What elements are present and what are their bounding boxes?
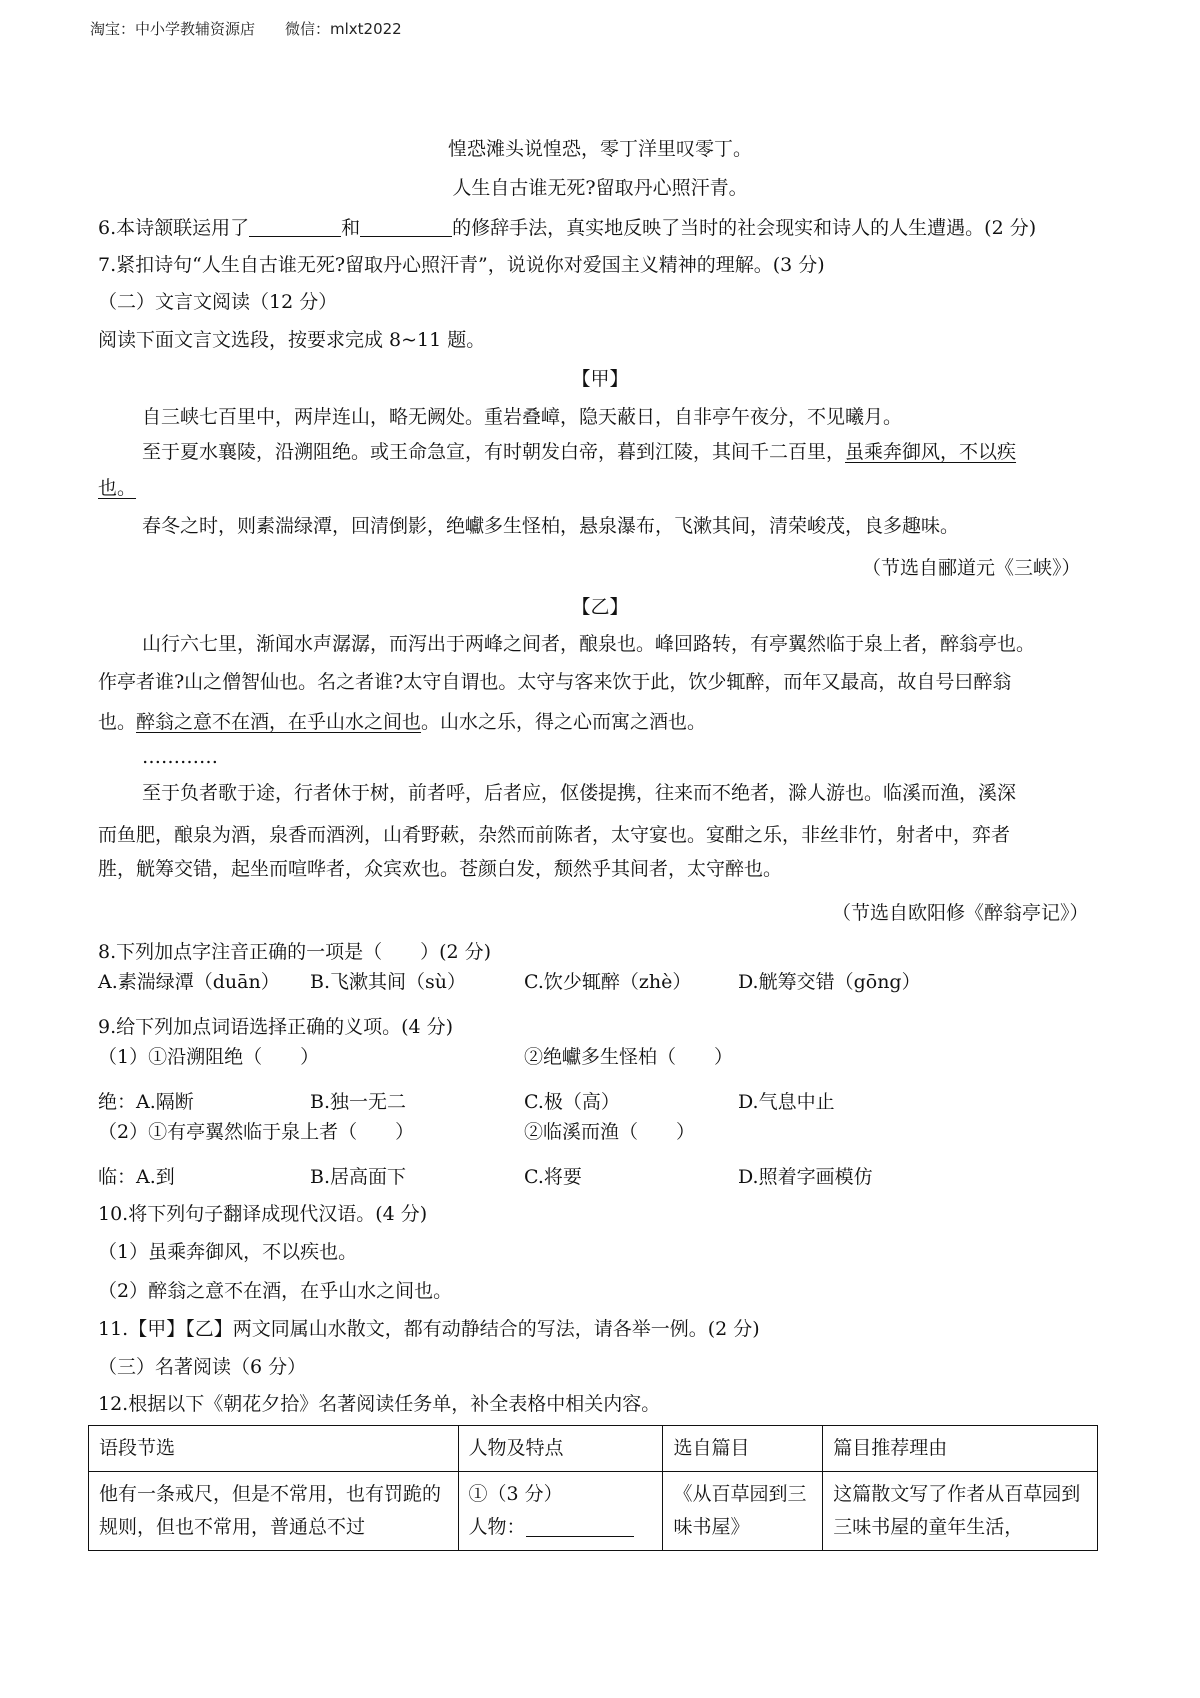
section-2-intro: 阅读下面文言文选段，按要求完成 8~11 题。 [98,329,486,351]
q6-blank-2[interactable] [360,218,452,237]
question-11: 11.【甲】【乙】两文同属山水散文，都有动静结合的写法，请各举一例。(2 分) [98,1318,760,1340]
character-blank[interactable] [526,1516,634,1537]
q8-option-b[interactable]: B.飞漱其间（sù） [310,971,466,993]
yi-underlined-sentence: 醉翁之意不在酒，在乎山水之间也 [136,711,422,733]
character-label: 人物： [468,1516,526,1538]
character-score-label: ①（3 分） [468,1483,563,1505]
q9-opt2-c: C.将要 [524,1166,582,1188]
yi-paragraph-5: 而鱼肥，酿泉为酒，泉香而酒洌，山肴野蔌，杂然而前陈者，太守宴也。宴酣之乐，非丝非竹，射者中，弈者 [98,824,1011,846]
q6-part-c: 的修辞手法，真实地反映了当时的社会现实和诗人的人生遭遇。(2 分) [452,217,1037,239]
q8-option-d[interactable]: D.觥筹交错（gōng） [738,971,921,993]
q9-opt2-b: B.居高面下 [310,1166,407,1188]
q9-item-2a: （2）①有亭翼然临于泉上者（ ） [98,1121,415,1143]
jia-paragraph-2 [142,440,1016,464]
q6-part-a: 6.本诗颔联运用了 [98,217,250,239]
chapter-cell: 《从百草园到三味书屋》 [663,1472,823,1551]
poem-line-1: 惶恐滩头说惶恐，零丁洋里叹零丁。 [447,138,752,160]
q9-opt2-a: 临：A.到 [98,1166,175,1188]
yi-ellipsis: ………… [142,746,218,768]
table-header-cell: 篇目推荐理由 [823,1426,1098,1472]
question-7: 7.紧扣诗句“人生自古谁无死?留取丹心照汗青”，说说你对爱国主义精神的理解。(3 分) [98,254,825,276]
q9-item-1a: （1）①沿溯阻绝（ ） [98,1046,320,1068]
jia-paragraph-3: 春冬之时，则素湍绿潭，回清倒影，绝巘多生怪柏，悬泉瀑布，飞漱其间，清荣峻茂，良多趣味。 [142,515,960,537]
section-2-title: （二）文言文阅读（12 分） [98,291,338,313]
jia-source: （节选自郦道元《三峡》） [862,557,1081,579]
yi-p3-start: 也。 [98,711,137,733]
table-header-cell: 语段节选 [89,1426,459,1472]
q6-part-b: 和 [341,217,361,239]
question-6 [98,216,1036,240]
q9-opt1-b: B.独一无二 [310,1091,407,1113]
yi-paragraph-2: 作亭者谁?山之僧智仙也。名之者谁?太守自谓也。太守与客来饮于此，饮少辄醉，而年又最高，故自号曰醉翁 [98,671,1012,693]
table-header-row [89,1426,1098,1472]
yi-paragraph-6: 胜，觥筹交错，起坐而喧哗者，众宾欢也。苍颜白发，颓然乎其间者，太守醉也。 [98,858,783,880]
question-8-stem: 8.下列加点字注音正确的一项是（ ）(2 分) [98,941,492,963]
q10-sentence-2: （2）醉翁之意不在酒，在乎山水之间也。 [98,1280,453,1302]
table-row [89,1472,1098,1551]
poem-line-2: 人生自古谁无死?留取丹心照汗青。 [452,177,748,199]
jia-paragraph-1: 自三峡七百里中，两岸连山，略无阙处。重岩叠嶂，隐天蔽日，自非亭午夜分，不见曦月。 [142,406,903,428]
yi-paragraph-1: 山行六七里，渐闻水声潺潺，而泻出于两峰之间者，酿泉也。峰回路转，有亭翼然临于泉上者，醉翁亭也。 [142,633,1036,655]
jia-underlined-sentence: 虽乘奔御风，不以疾 [845,441,1017,463]
passage-yi-label: 【乙】 [571,596,629,618]
question-9-stem: 9.给下列加点词语选择正确的义项。(4 分) [98,1016,454,1038]
q8-option-c[interactable]: C.饮少辄醉（zhè） [524,971,692,993]
question-10-stem: 10.将下列句子翻译成现代汉语。(4 分) [98,1203,428,1225]
section-3-title: （三）名著阅读（6 分） [98,1356,307,1378]
reason-cell: 这篇散文写了作者从百草园到三味书屋的童年生活， [823,1472,1098,1551]
yi-p3-end: 。山水之乐，得之心而寓之酒也。 [421,711,707,733]
table-header-cell: 选自篇目 [663,1426,823,1472]
q9-opt1-d: D.气息中止 [738,1091,835,1113]
table-header-cell: 人物及特点 [458,1426,663,1472]
q10-sentence-1: （1）虽乘奔御风，不以疾也。 [98,1241,358,1263]
excerpt-cell: 他有一条戒尺，但是不常用，也有罚跪的规则，但也不常用，普通总不过 [89,1472,459,1551]
q9-opt1-a: 绝：A.隔断 [98,1091,194,1113]
q9-opt1-c: C.极（高） [524,1091,620,1113]
q9-opt2-d: D.照着字画模仿 [738,1166,873,1188]
jia-p2-text: 至于夏水襄陵，沿溯阻绝。或王命急宣，有时朝发白帝，暮到江陵，其间千二百里， [142,441,846,463]
q8-option-a[interactable]: A.素湍绿潭（duān） [98,971,280,993]
yi-paragraph-4: 至于负者歌于途，行者休于树，前者呼，后者应，伛偻提携，往来而不绝者，滁人游也。临溪而渔，溪深 [142,782,1017,804]
jia-paragraph-2-end: 也。 [98,477,137,499]
reading-task-table [88,1425,1098,1551]
passage-jia-label: 【甲】 [571,368,629,390]
page-header-watermark: 淘宝：中小学教辅资源店 微信：mlxt2022 [90,20,402,38]
q9-item-2b: ②临溪而渔（ ） [524,1121,696,1143]
yi-paragraph-3 [98,710,706,734]
yi-source: （节选自欧阳修《醉翁亭记》） [832,902,1089,924]
character-field [469,1511,653,1544]
character-cell [458,1472,663,1551]
q6-blank-1[interactable] [249,218,341,237]
q9-item-1b: ②绝巘多生怪柏（ ） [524,1046,734,1068]
question-12: 12.根据以下《朝花夕拾》名著阅读任务单，补全表格中相关内容。 [98,1393,661,1415]
